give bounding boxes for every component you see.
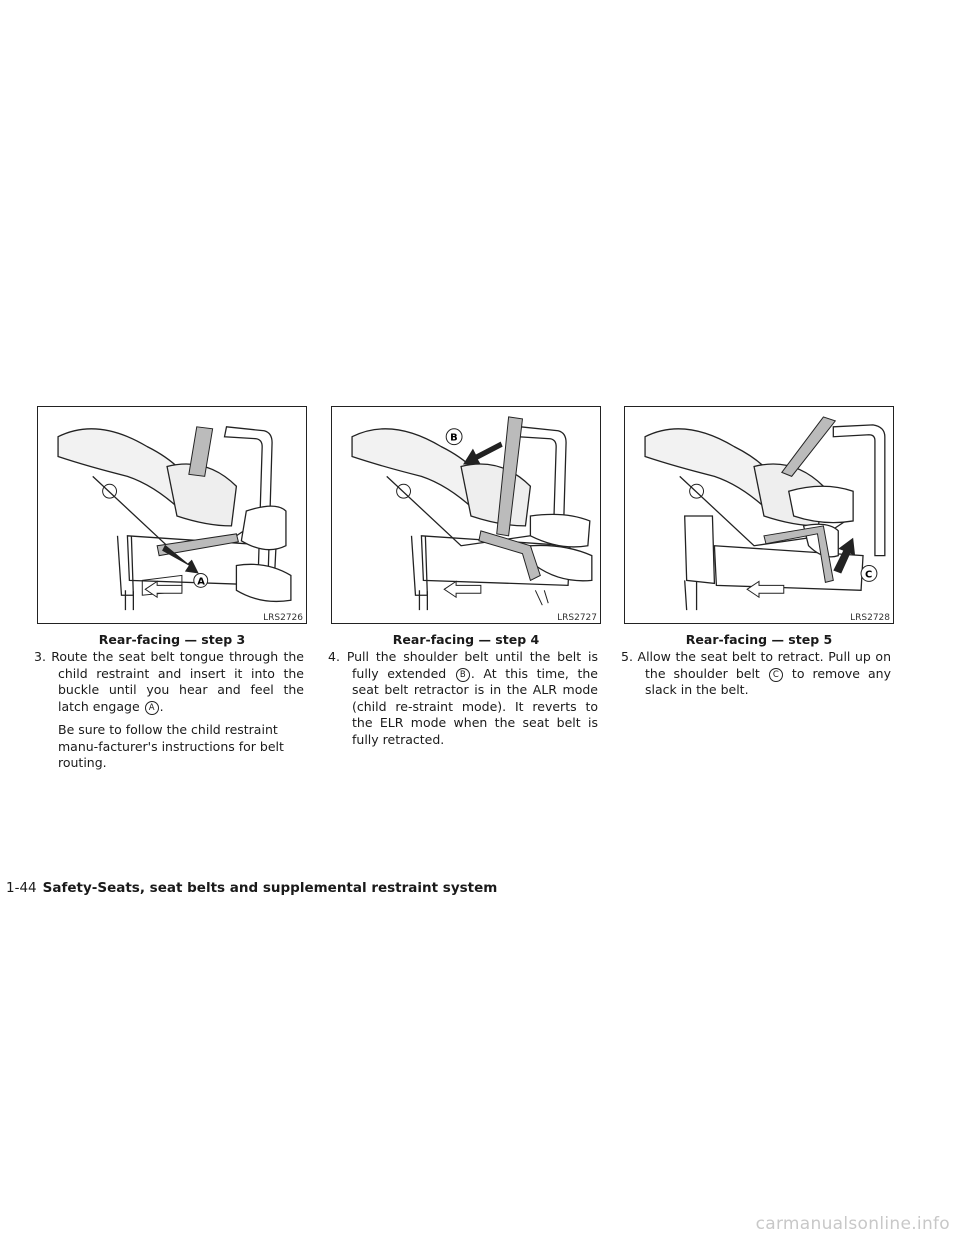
figure-step-3 [37,406,307,624]
child-seat-illustration [332,407,600,623]
section-title: Safety-Seats, seat belts and supplemental restraint system [42,880,498,896]
step-4-text: 4. Pull the shoulder belt until the belt is fully extended B . At this time, the seat belt retractor is in the ALR mode (child re-straint mode). It reverts to the ELR mode when the seat belt is fully retracted. [328,649,598,747]
figure-code: LRS2726 [263,613,303,623]
figure-caption: Rear-facing — step 5 [685,632,833,647]
figure-step-4 [331,406,601,624]
step-3-text: 3. Route the seat belt tongue through the child restraint and insert it into the buckle until you hear and feel the latch engage A . [34,649,304,714]
instruction-column [621,649,891,699]
figure-code: LRS2728 [850,613,890,623]
figure-caption: Rear-facing — step 4 [392,632,540,647]
marker-c-icon: C [769,668,783,682]
figure-code: LRS2727 [557,613,597,623]
step-5-text: 5. Allow the seat belt to retract. Pull up on the shoulder belt C to remove any slack in the belt. [621,649,891,697]
instruction-column [328,649,598,748]
child-seat-illustration [625,407,893,623]
page-number: 1-44 [6,880,37,896]
page-footer [6,880,497,896]
step-3-note: Be sure to follow the child restraint manu-facturer's instructions for belt routing. [58,722,284,770]
callout-b: B [450,432,458,444]
figure-step-5 [624,406,894,624]
figure-caption: Rear-facing — step 3 [98,632,246,647]
callout-a: A [197,576,205,588]
watermark: carmanualsonline.info [755,1214,950,1234]
callout-c: C [865,569,873,581]
instruction-column [34,649,304,772]
marker-b-icon: B [456,668,470,682]
child-seat-illustration [38,407,306,623]
marker-a-icon: A [145,701,159,715]
